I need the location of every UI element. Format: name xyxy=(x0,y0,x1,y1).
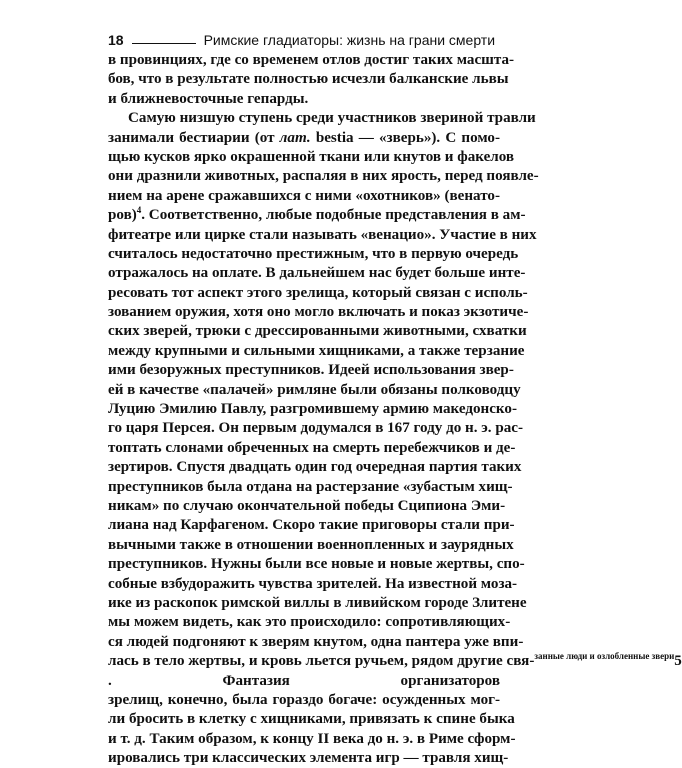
text-line: и ближневосточные гепарды. xyxy=(108,90,309,107)
text-line: зрелищ, конечно, была гораздо богаче: осужденных мог- xyxy=(108,691,500,708)
text-fragment: занимали бестиарии (от xyxy=(108,129,280,146)
page-number: 18 xyxy=(108,32,124,48)
italic-abbreviation: лат. xyxy=(279,129,311,146)
text-line: преступников. Нужны были все новые и новые жертвы, спо- xyxy=(108,556,525,573)
text-line: лиана над Карфагеном. Скоро такие приговоры стали при- xyxy=(108,517,515,534)
text-line: считалось недостаточно престижным, что в первую очередь xyxy=(108,245,519,262)
text-line: зертиров. Спустя двадцать один год очередная партия таких xyxy=(108,459,522,476)
text-fragment: bestia — «зверь»). С помо- xyxy=(310,129,500,146)
text-fragment: . Соответственно, любые подобные представления в ам- xyxy=(141,207,526,224)
text-line: ся людей подгоняют к зверям кнутом, одна пантера уже впи- xyxy=(108,633,524,650)
text-line: ими безоружных преступников. Идеей использования звер- xyxy=(108,362,514,379)
text-line xyxy=(108,651,682,671)
header-rule xyxy=(132,43,196,44)
text-line: никам» по случаю окончательной победы Сципиона Эми- xyxy=(108,497,506,514)
text-line: ских зверей, трюки с дрессированными животными, схватки xyxy=(108,323,527,340)
footnote-ref: 4 xyxy=(136,205,142,216)
text-line xyxy=(108,129,500,148)
text-line: фитеатре или цирке стали называть «венацио». Участие в них xyxy=(108,226,537,243)
text-line: вычными также в отношении военнопленных и заурядных xyxy=(108,536,514,553)
running-head xyxy=(108,28,500,48)
text-line: и т. д. Таким образом, к концу II века до н. э. в Риме сформ- xyxy=(108,730,516,747)
text-line: мы можем видеть, как это происходило: сопротивляющих- xyxy=(108,614,511,631)
text-line: ли бросить в клетку с хищниками, привязать к спине быка xyxy=(108,711,515,728)
text-line: отражалось на оплате. В дальнейшем нас будет больше инте- xyxy=(108,265,526,282)
text-line: Самую низшую ступень среди участников звериной травли xyxy=(128,110,536,127)
text-line: ике из раскопок римской виллы в ливийском городе Злитене xyxy=(108,594,527,611)
text-fragment: ров) xyxy=(108,207,137,224)
text-line: зованием оружия, хотя оно могло включать и показ экзотиче- xyxy=(108,304,529,321)
text-line: между крупными и сильными хищниками, а также терзание xyxy=(108,342,525,359)
body-text xyxy=(108,51,682,768)
text-line: го царя Персея. Он первым додумался в 167 году до н. э. рас- xyxy=(108,420,524,437)
text-line: они дразнили животных, распаляя в них ярость, перед появле- xyxy=(108,168,539,185)
text-line: ировались три классических элемента игр — травля хищ- xyxy=(108,750,509,767)
text-line: ресовать тот аспект этого зрелища, который связан с исполь- xyxy=(108,284,528,301)
text-line: преступников была отдана на растерзание «зубастым хищ- xyxy=(108,478,513,495)
text-line: Луцию Эмилию Павлу, разгромившему армию македонско- xyxy=(108,401,517,418)
text-line: щью кусков ярко окрашенной ткани или кнутов и факелов xyxy=(108,148,515,165)
text-line xyxy=(108,205,526,225)
text-line: топтать слонами обреченных на смерть перебежчиков и де- xyxy=(108,439,516,456)
text-line: . Фантазия организаторов xyxy=(108,672,500,689)
text-fragment: 5 xyxy=(674,653,682,670)
text-line: в провинциях, где со временем отлов достиг таких масшта- xyxy=(108,52,515,68)
running-title: Римские гладиаторы: жизнь на грани смерти xyxy=(203,32,496,48)
footnote-ref: занные люди и озлобленные звери xyxy=(534,651,675,662)
text-fragment: лась в тело жертвы, и кровь льется ручьем, рядом другие свя- xyxy=(108,653,535,670)
text-line: ей в качестве «палачей» римляне были обязаны полководцу xyxy=(108,381,521,398)
text-line: бов, что в результате полностью исчезли балканские львы xyxy=(108,71,509,88)
text-line: собные взбудоражить чувства зрителей. На известной моза- xyxy=(108,575,518,592)
text-line: нием на арене сражавшихся с ними «охотников» (венато- xyxy=(108,187,500,204)
